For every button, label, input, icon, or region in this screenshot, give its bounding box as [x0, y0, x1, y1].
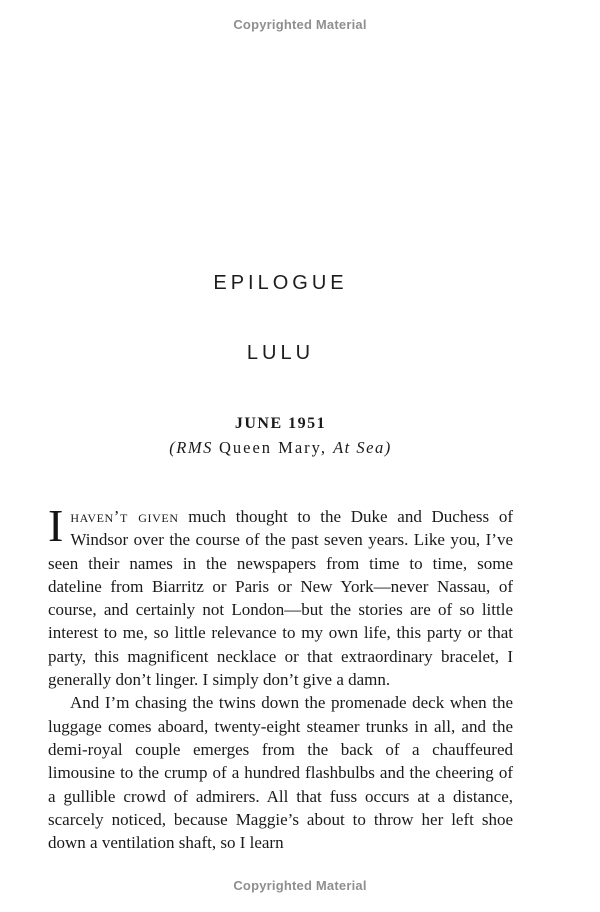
location-prefix: (RMS — [169, 438, 213, 457]
paragraph-1-text: much thought to the Duke and Duchess of Windsor over the course of the past seven years. Like you, I’ve seen their names in the newspapers from time to time, some dateline from Biarritz or Paris or New York—never Nassau, of course, and certainly not London—but the stories are of so little interest to me, so little relevance to my own life, this party or that party, this magnificent necklace or that extraordinary bracelet, I generally don’t linger. I simply don’t give a damn. — [48, 507, 513, 690]
copyright-notice-bottom: Copyrighted Material — [233, 878, 367, 893]
chapter-title: LULU — [246, 342, 315, 364]
location-suffix: At Sea) — [333, 438, 392, 457]
drop-cap: I — [48, 500, 64, 551]
copyright-notice-top: Copyrighted Material — [233, 17, 367, 32]
location-ship-name: Queen Mary, — [212, 438, 334, 457]
paragraph-1 — [48, 500, 513, 691]
chapter-label: EPILOGUE — [213, 272, 348, 294]
paragraph-1-smallcaps-lead: haven’t given — [70, 507, 179, 526]
paragraph-2: And I’m chasing the twins down the promenade deck when the luggage comes aboard, twenty-eight steamer trunks in all, and the demi-royal couple emerges from the back of a chauffeured limousine to the crump of a hundred flashbulbs and the cheering of a gullible crowd of admirers. All that fuss occurs at a distance, scarcely noticed, because Maggie’s about to throw her left shoe down a ventilation shaft, so I learn — [48, 693, 513, 853]
body-text — [48, 500, 513, 854]
dateline: JUNE 1951 — [234, 415, 327, 432]
location-line — [48, 438, 513, 458]
